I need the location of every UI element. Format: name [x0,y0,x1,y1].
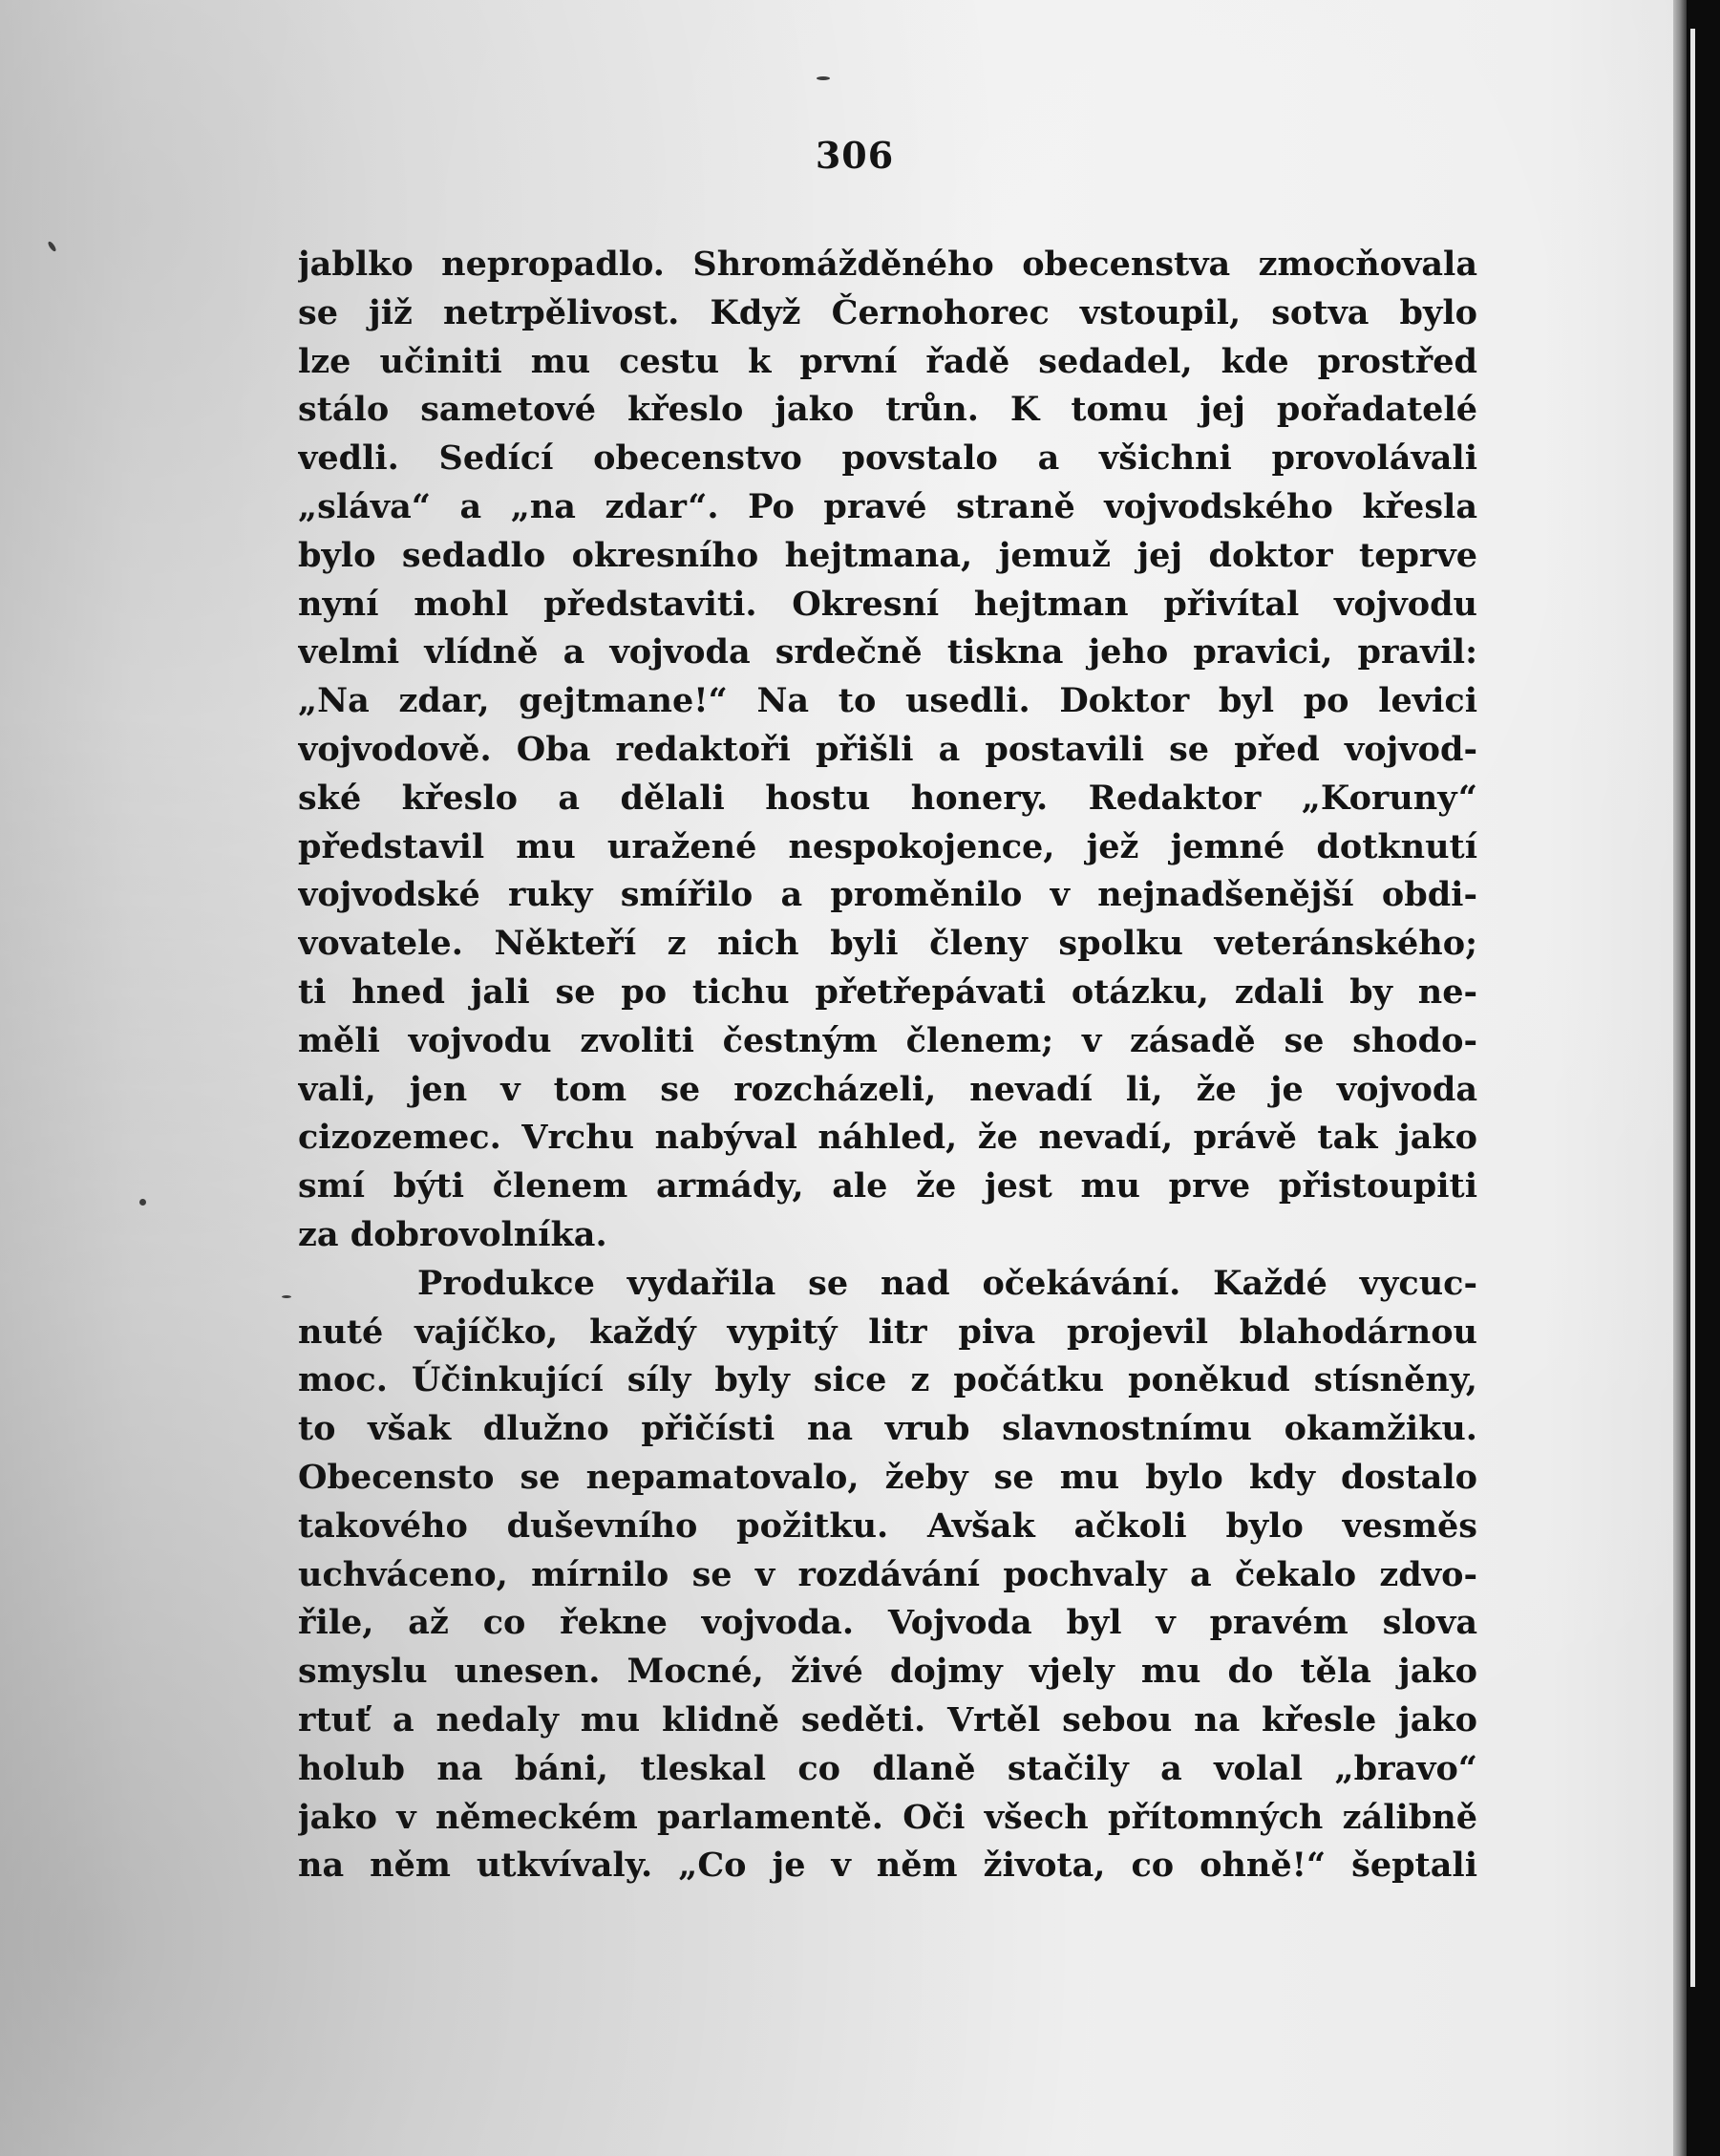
text-line: vovatele. Někteří z nich byli členy spolku veteránského; [298,924,1477,964]
text-line: smyslu unesen. Mocné, živé dojmy vjely mu do těla jako [298,1652,1477,1692]
text-line: na něm utkvívaly. „Co je v něm života, co ohně!“ šeptali [298,1846,1477,1886]
text-line: vojvodské ruky smířilo a proměnilo v nejnadšenější obdi- [298,875,1477,915]
paper-speck [139,1199,146,1206]
text-line: „Na zdar, gejtmane!“ Na to usedli. Doktor byl po levici [298,681,1477,721]
text-line: uchváceno, mírnilo se v rozdávání pochvaly a čekalo zdvo- [298,1554,1477,1594]
text-line: řile, až co řekne vojvoda. Vojvoda byl v pravém slova [298,1603,1477,1643]
text-line: jablko nepropadlo. Shromážděného obecenstva zmocňovala [298,245,1477,284]
text-line: Obecensto se nepamatovalo, žeby se mu bylo kdy dostalo [298,1457,1477,1497]
text-line: vojvodově. Oba redaktoři přišli a postavili se před vojvod- [298,729,1477,769]
text-line: představil mu uražené nespokojence, jež jemné dotknutí [298,826,1477,866]
paper-speck [817,76,830,80]
body-text [298,241,1477,1890]
text-line: „sláva“ a „na zdar“. Po pravé straně vojvodského křesla [298,486,1477,526]
text-line: holub na báni, tleskal co dlaně stačily a volal „bravo“ [298,1748,1477,1788]
paragraph-first-line: Produkce vydařila se nad očekávání. Každé vycuc- [417,1263,1477,1303]
page-edge-shadow [1673,0,1687,2156]
text-line: smí býti členem armády, ale že jest mu prve přistoupiti [298,1166,1477,1206]
text-line: se již netrpělivost. Když Černohorec vstoupil, sotva bylo [298,292,1477,332]
text-line: ti hned jali se po tichu přetřepávati otázku, zdali by ne- [298,971,1477,1012]
text-line: cizozemec. Vrchu nabýval náhled, že nevadí, právě tak jako [298,1118,1477,1158]
text-line: lze učiniti mu cestu k první řadě sedadel, kde prostřed [298,341,1477,381]
text-line: vedli. Sedící obecenstvo povstalo a všichni provolávali [298,438,1477,479]
text-line: jako v německém parlamentě. Oči všech přítomných zálibně [298,1797,1477,1837]
paragraph-last-line: za dobrovolníka. [298,1214,607,1254]
text-line: stálo sametové křeslo jako trůn. K tomu jej pořadatelé [298,390,1477,430]
text-line: nuté vajíčko, každý vypitý litr piva projevil blahodárnou [298,1312,1477,1352]
text-line: takového duševního požitku. Avšak ačkoli bylo vesměs [298,1505,1477,1546]
text-line: bylo sedadlo okresního hejtmana, jemuž jej doktor teprve [298,535,1477,575]
scan-border-line [1690,29,1695,1987]
text-line: vali, jen v tom se rozcházeli, nevadí li, že je vojvoda [298,1069,1477,1109]
text-line: to však dlužno přičísti na vrub slavnostnímu okamžiku. [298,1409,1477,1449]
text-line: velmi vlídně a vojvoda srdečně tiskna jeho pravici, pravil: [298,632,1477,672]
text-line: nyní mohl představiti. Okresní hejtman přivítal vojvodu [298,584,1477,624]
paper-speck [282,1295,291,1298]
text-line: rtuť a nedaly mu klidně seděti. Vrtěl sebou na křesle jako [298,1699,1477,1740]
text-line: měli vojvodu zvoliti čestným členem; v zásadě se shodo- [298,1020,1477,1060]
text-line: moc. Účinkující síly byly sice z počátku poněkud stísněny, [298,1360,1477,1400]
page-number: 306 [815,134,895,177]
paper-speck [47,241,57,253]
text-line: ské křeslo a dělali hostu honery. Redaktor „Koruny“ [298,778,1477,818]
